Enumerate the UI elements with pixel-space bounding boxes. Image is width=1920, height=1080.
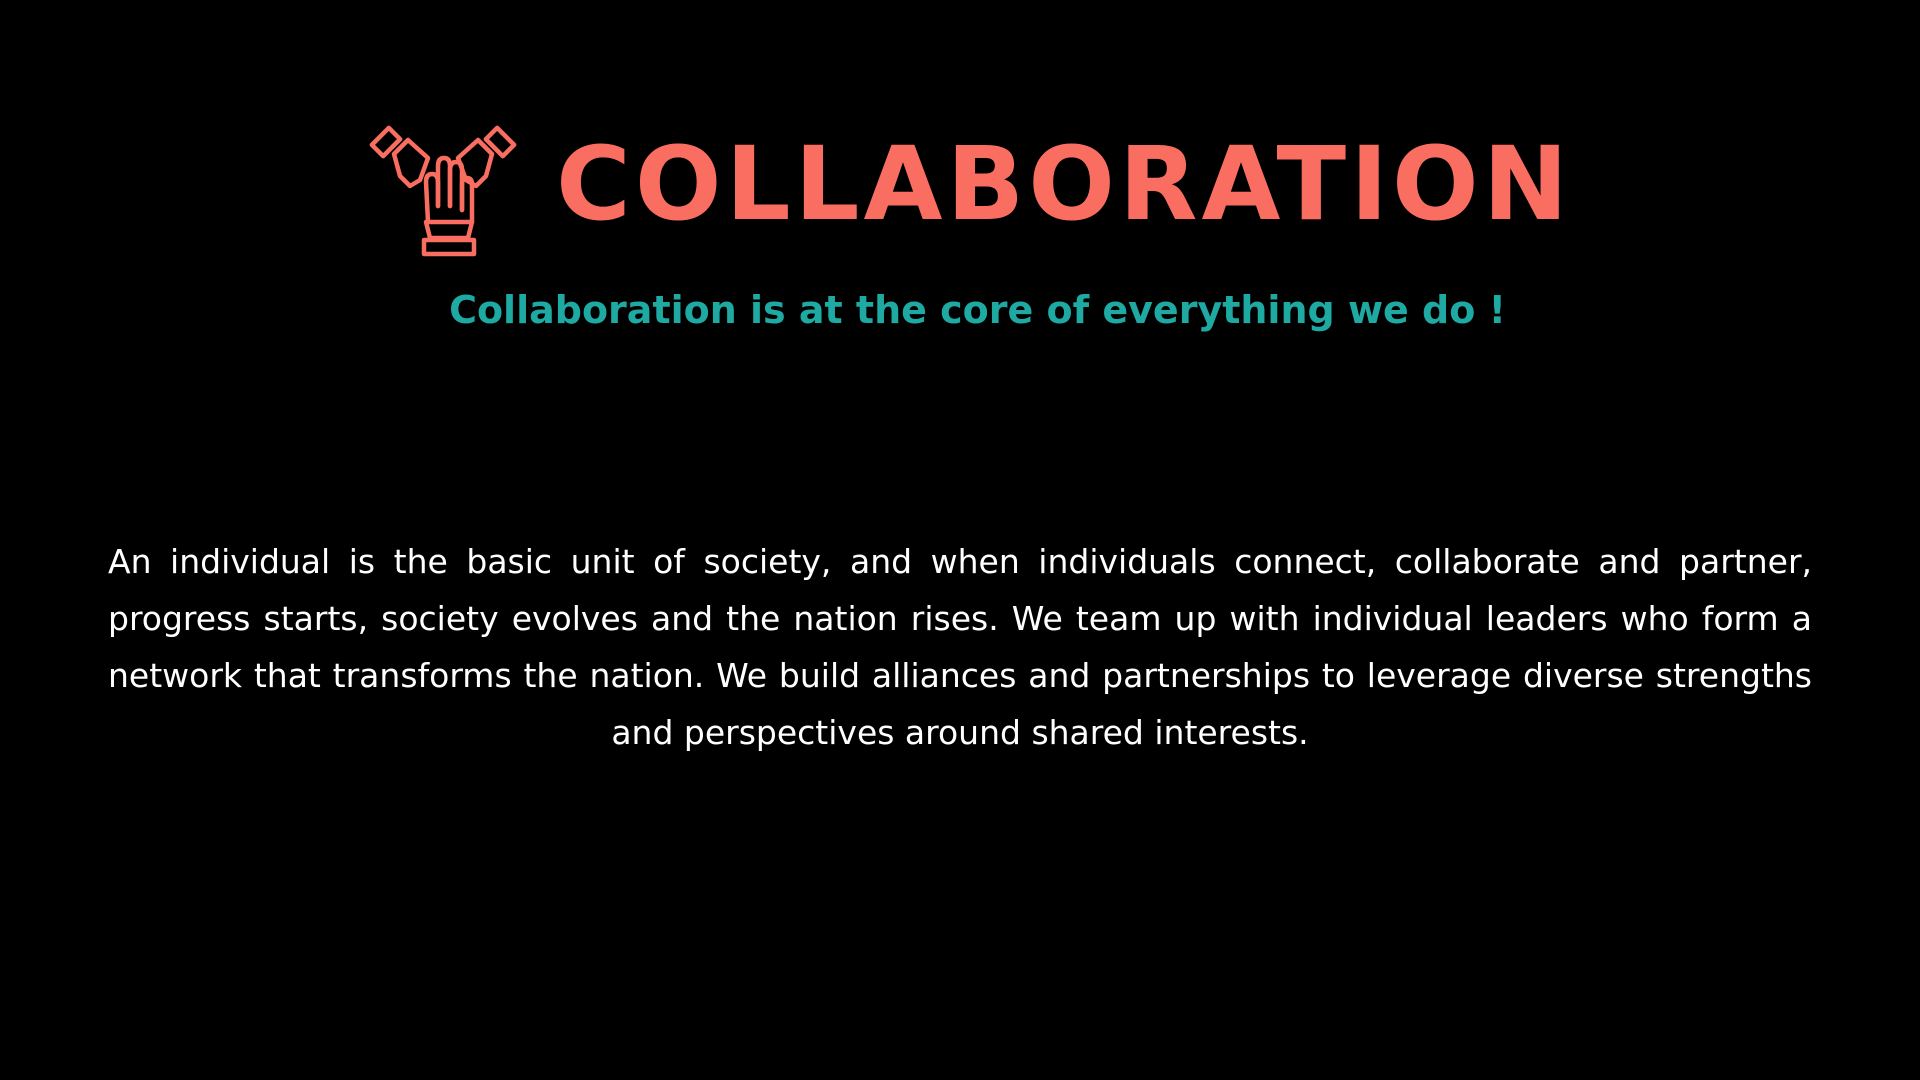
header [368,110,1572,260]
body-paragraph: An individual is the basic unit of society, and when individuals connect, collaborate and partner, progress starts, society evolves and the nation rises. We team up with individual leaders who form a network that transforms the nation. We build alliances and partnerships to leverage diverse strengths and perspectives around shared interests. [108,542,1812,752]
stacked-hands-icon [368,110,518,260]
page-title: COLLABORATION [556,125,1573,244]
tagline: Collaboration is at the core of everything we do ! [449,288,1506,332]
